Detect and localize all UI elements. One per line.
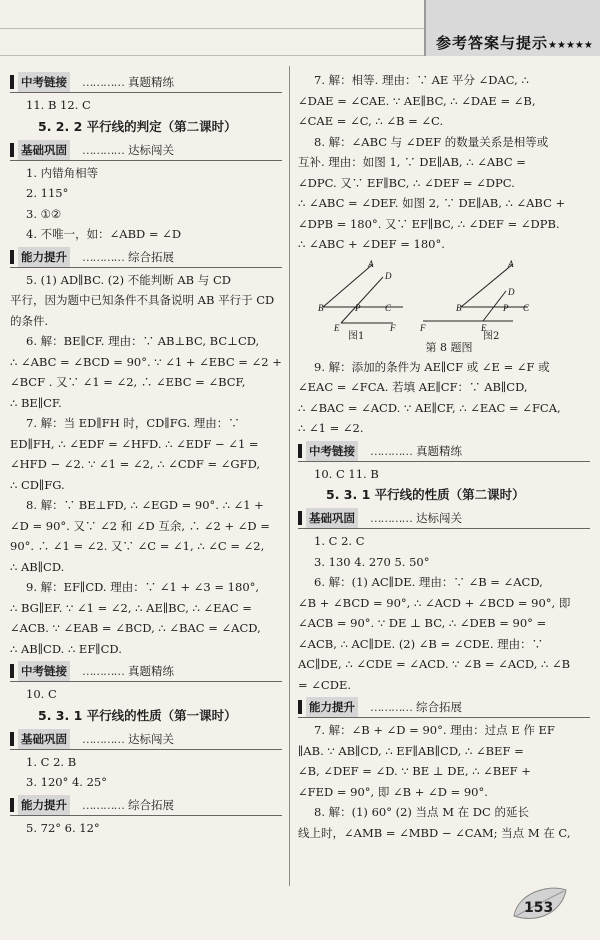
tag-bar — [10, 798, 14, 812]
answer-line: ∠ACB = 90°. ∵ DE ⊥ BC, ∴ ∠DEB = 90° = — [298, 616, 547, 630]
answer-line: 互补. 理由：如图 1, ∵ DE∥AB, ∴ ∠ABC = — [298, 155, 526, 169]
answer-line: ∠D = 90°. 又∵ ∠2 和 ∠D 互余, ∴ ∠2 + ∠D = — [10, 518, 270, 533]
figure-8 — [298, 258, 590, 342]
answer-line: ∠CAE = ∠C, ∴ ∠B = ∠C. — [298, 114, 444, 128]
answer-line: 3. 120° 4. 25° — [26, 775, 107, 789]
tag-name: 基础巩固 — [306, 508, 358, 528]
label-P2: P — [503, 302, 509, 313]
label-D2: D — [508, 286, 515, 297]
tag-subtitle: 综合拓展 — [128, 249, 174, 264]
right-column-bottom — [298, 357, 590, 844]
label-A2: A — [508, 258, 514, 269]
answer-line: ∠DPC. 又∵ EF∥BC, ∴ ∠DEF = ∠DPC. — [298, 175, 515, 190]
answer-line: 10. C — [26, 687, 57, 701]
answer-line: ∴ ∠ABC + ∠DEF = 180°. — [298, 237, 445, 251]
left-column — [10, 70, 282, 838]
answer-line: 1. C 2. B — [26, 754, 77, 769]
header-stars: ★★★★★ — [548, 40, 593, 51]
page-header-title — [436, 32, 593, 53]
tag-subtitle: 真题精练 — [128, 664, 174, 678]
answer-line: ∥AB. ∵ AB∥CD, ∴ EF∥AB∥CD, ∴ ∠BEF = — [298, 743, 524, 758]
tag-dots: ………… — [370, 511, 412, 525]
answer-line: AC∥DE, ∴ ∠CDE = ∠ACD. ∵ ∠B = ∠ACD, ∴ ∠B — [298, 657, 571, 671]
answer-line: 10. C 11. B — [314, 466, 379, 481]
answer-line: 7. 解：∠B + ∠D = 90°. 理由：过点 E 作 EF — [314, 723, 555, 737]
section-tag — [10, 795, 282, 816]
label-E1: E — [334, 322, 340, 333]
answer-line: 11. B 12. C — [26, 98, 91, 112]
answer-line: ∴ CD∥FG. — [10, 477, 65, 492]
answer-line: ∴ ∠BAC = ∠ACD. ∵ AE∥CF, ∴ ∠EAC = ∠FCA, — [298, 400, 561, 415]
label-F2: F — [420, 322, 426, 333]
tag-subtitle: 达标闯关 — [128, 142, 174, 157]
answer-line: 3. 130 4. 270 5. 50° — [314, 554, 430, 569]
right-column-top — [298, 70, 590, 255]
answer-line: ∠B + ∠BCD = 90°, ∴ ∠ACD + ∠BCD = 90°, 即 — [298, 595, 571, 610]
answer-line: ∠EAC = ∠FCA. 若填 AE∥CF：∵ AB∥CD, — [298, 380, 528, 394]
tag-dots: ………… — [370, 443, 412, 458]
tag-name: 中考链接 — [18, 72, 70, 92]
answer-line: 的条件. — [10, 313, 49, 328]
label-B1: B — [318, 302, 324, 313]
tag-subtitle: 真题精练 — [128, 75, 174, 89]
answer-line: 5. (1) AD∥BC. (2) 不能判断 AB 与 CD — [26, 272, 231, 287]
tag-bar — [10, 732, 14, 746]
label-B2: B — [456, 302, 462, 313]
tag-subtitle: 达标闯关 — [128, 731, 174, 746]
label-C2: C — [523, 302, 530, 313]
tag-subtitle: 真题精练 — [416, 443, 462, 458]
tag-subtitle: 综合拓展 — [416, 700, 462, 714]
tag-bar — [10, 250, 14, 264]
label-E2: E — [481, 322, 487, 333]
answer-line: 1. C 2. C — [314, 534, 365, 548]
answer-line: ∠DAE = ∠CAE. ∵ AE∥BC, ∴ ∠DAE = ∠B, — [298, 93, 536, 108]
label-P1: P — [355, 302, 361, 313]
tag-bar — [298, 700, 302, 714]
answer-line: 线上时，∠AMB = ∠MBD − ∠CAM; 当点 M 在 C, — [298, 825, 571, 840]
answer-line: 7. 解：相等. 理由：∵ AE 平分 ∠DAC, ∴ — [314, 73, 529, 87]
section-tag — [10, 247, 282, 268]
answer-line: 3. ①② — [26, 206, 62, 221]
answer-line: 6. 解：(1) AC∥DE. 理由：∵ ∠B = ∠ACD, — [314, 575, 543, 589]
answer-line: ∴ BE∥CF. — [10, 395, 62, 410]
tag-dots: ………… — [82, 75, 124, 89]
tag-dots: ………… — [82, 797, 124, 812]
section-tag — [298, 697, 590, 718]
answer-line: 4. 不唯一，如：∠ABD = ∠D — [26, 227, 182, 241]
answer-line: ∠B, ∠DEF = ∠D. ∵ BE ⊥ DE, ∴ ∠BEF + — [298, 764, 531, 778]
answer-line: ∠ACB. ∵ ∠EAB = ∠BCD, ∴ ∠BAC = ∠ACD, — [10, 621, 261, 635]
section-tag — [10, 729, 282, 750]
tag-name: 能力提升 — [18, 795, 70, 815]
tag-bar — [10, 75, 14, 89]
tag-bar — [10, 143, 14, 157]
section-tag — [10, 140, 282, 161]
tag-name: 中考链接 — [18, 661, 70, 681]
answer-line: 6. 解：BE∥CF. 理由：∵ AB⊥BC, BC⊥CD, — [26, 334, 260, 348]
tag-name: 基础巩固 — [18, 140, 70, 160]
section-tag — [298, 441, 590, 462]
answer-line: 平行，因为题中已知条件不具备说明 AB 平行于 CD — [10, 293, 275, 307]
answer-line: ∴ ∠ABC = ∠DEF. 如图 2, ∵ DE∥AB, ∴ ∠ABC + — [298, 196, 566, 210]
tag-name: 能力提升 — [18, 247, 70, 267]
tag-name: 中考链接 — [306, 441, 358, 461]
answer-line: ∴ AB∥CD. ∴ EF∥CD. — [10, 641, 122, 656]
tag-dots: ………… — [82, 664, 124, 678]
lesson-title: 5. 3. 1 平行线的性质（第二课时） — [326, 487, 525, 502]
answer-line: 9. 解：添加的条件为 AE∥CF 或 ∠E = ∠F 或 — [314, 359, 550, 374]
answer-line: ∴ ∠ABC = ∠BCD = 90°. ∵ ∠1 + ∠EBC = ∠2 + — [10, 354, 282, 369]
answer-line: 9. 解：EF∥CD. 理由：∵ ∠1 + ∠3 = 180°, — [26, 580, 260, 594]
header-title-text: 参考答案与提示 — [436, 34, 549, 52]
answer-line: ED∥FH, ∴ ∠EDF = ∠HFD. ∴ ∠EDF − ∠1 = — [10, 436, 259, 451]
answer-line: ∠DPB = 180°. 又∵ EF∥BC, ∴ ∠DEF = ∠DPB. — [298, 216, 560, 231]
section-tag — [298, 508, 590, 529]
label-D1: D — [385, 270, 392, 281]
right-column — [298, 70, 590, 843]
answer-line: 2. 115° — [26, 186, 69, 200]
section-tag — [10, 661, 282, 682]
answer-line: ∴ ∠1 = ∠2. — [298, 421, 364, 435]
tag-bar — [10, 664, 14, 678]
tag-name: 能力提升 — [306, 697, 358, 717]
tag-bar — [298, 444, 302, 458]
answer-line: 8. 解：(1) 60° (2) 当点 M 在 DC 的延长 — [314, 805, 529, 819]
column-divider — [289, 66, 290, 886]
tag-dots: ………… — [82, 731, 124, 746]
answer-line: 5. 72° 6. 12° — [26, 820, 100, 835]
answer-line: 8. 解：∠ABC 与 ∠DEF 的数量关系是相等或 — [314, 134, 549, 149]
figure-caption-1: 图1 — [348, 330, 365, 342]
answer-line: ∠ACB, ∴ AC∥DE. (2) ∠B = ∠CDE. 理由：∵ — [298, 636, 544, 651]
label-F1: F — [390, 322, 396, 333]
tag-dots: ………… — [82, 142, 124, 157]
tag-subtitle: 综合拓展 — [128, 797, 174, 812]
figure-title: 第 8 题图 — [425, 340, 473, 354]
figure-8-diagram — [298, 259, 590, 339]
section-tag — [10, 72, 282, 93]
tag-subtitle: 达标闯关 — [416, 511, 462, 525]
page-number: 153 — [524, 900, 554, 916]
figure-caption-2: 图2 — [483, 330, 500, 342]
answer-line: 8. 解：∵ BE⊥FD, ∴ ∠EGD = 90°. ∴ ∠1 + — [26, 498, 264, 512]
answer-line: 7. 解：当 ED∥FH 时，CD∥FG. 理由：∵ — [26, 416, 240, 430]
answer-line: ∴ AB∥CD. — [10, 559, 65, 574]
tag-name: 基础巩固 — [18, 729, 70, 749]
label-A1: A — [368, 258, 374, 269]
lesson-title: 5. 2. 2 平行线的判定（第二课时） — [38, 118, 237, 134]
answer-line: ∠HFD − ∠2. ∵ ∠1 = ∠2, ∴ ∠CDF = ∠GFD, — [10, 457, 261, 471]
tag-bar — [298, 511, 302, 525]
tag-dots: ………… — [370, 700, 412, 714]
answer-line: = ∠CDE. — [298, 677, 351, 692]
tag-dots: ………… — [82, 249, 124, 264]
answer-line: 90°. ∴ ∠1 = ∠2. 又∵ ∠C = ∠1, ∴ ∠C = ∠2, — [10, 539, 265, 553]
answer-line: ∴ BG∥EF. ∵ ∠1 = ∠2, ∴ AE∥BC, ∴ ∠EAC = — [10, 600, 252, 615]
answer-line: ∠FED = 90°, 即 ∠B + ∠D = 90°. — [298, 784, 488, 799]
label-C1: C — [385, 302, 392, 313]
answer-line: 1. 内错角相等 — [26, 165, 99, 180]
answer-line: ∠BCF . 又∵ ∠1 = ∠2, ∴ ∠EBC = ∠BCF, — [10, 375, 246, 389]
lesson-title: 5. 3. 1 平行线的性质（第一课时） — [38, 707, 237, 723]
